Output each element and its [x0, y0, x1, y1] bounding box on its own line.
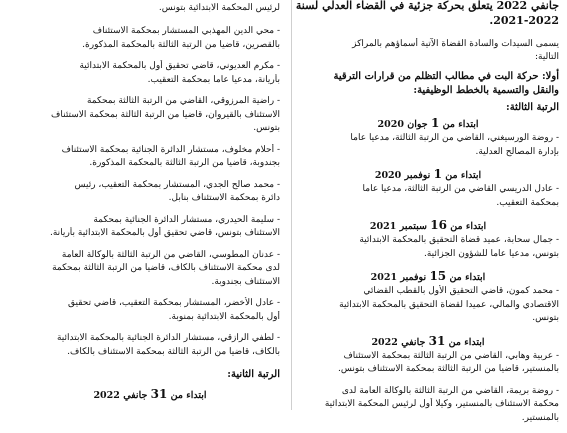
- appointment-entry: [20, 25, 280, 52]
- decree-title-line-1: جانفي 2022 يتعلق بحركة جزئية في القضاء العدلي لسنة: [295, 0, 559, 12]
- entry-line: - محي الدين المهذبي المستشار بمحكمة الاستئناف: [92, 26, 280, 36]
- date-rest: نوفمبر 2021: [370, 272, 427, 283]
- date-day: 16: [430, 218, 447, 232]
- column-divider: [291, 0, 292, 410]
- appointment-entry: [297, 285, 559, 326]
- entry-line: - روضة الورسيغني، القاضي من الرتبة الثالثة، مدعيا عاما: [350, 133, 559, 143]
- entry-line: الاستئناف بالقيروان، قاضيا من الرتبة الثالثة بمحكمة الاستئناف: [51, 109, 280, 120]
- date-prefix: ابتداء من: [448, 336, 485, 348]
- date-day: 31: [150, 387, 168, 401]
- entry-line: - سليمة الحيدري، مستشار الدائرة الجنائية بمحكمة: [93, 214, 280, 225]
- appointment-entry: [20, 214, 280, 241]
- appointment-entry: [20, 95, 280, 136]
- continued-line: لرئيس المحكمة الابتدائية بتونس.: [158, 3, 280, 13]
- date-rest: جانفي 2022: [93, 390, 148, 401]
- entry-line: - جمال سحابة، عميد قضاة التحقيق بالمحكمة الابتدائية: [359, 235, 559, 245]
- entry-line: - عربية وهابي، القاضي من الرتبة الثالثة بمحكمة الاستئناف: [343, 350, 559, 361]
- effective-date-3: [297, 218, 559, 234]
- date-day: 1: [433, 167, 442, 181]
- appointment-entry: [297, 234, 559, 261]
- entry-line: - عادل الدريسي القاضي من الرتبة الثالثة، مدعيا عاما: [362, 184, 559, 194]
- date-day: 15: [429, 269, 447, 283]
- appointment-entry: [297, 385, 559, 426]
- entry-line: بأريانة، مدعيا عاما بمحكمة التعقيب.: [147, 74, 280, 85]
- effective-date-4: [297, 269, 559, 285]
- appointment-entry: [20, 249, 280, 290]
- effective-date-last: [20, 387, 280, 403]
- entry-line: دائرة بمحكمة الاستئناف بنابل.: [168, 193, 280, 203]
- appointment-entry: [20, 297, 280, 324]
- entry-line: بتونس.: [532, 313, 559, 323]
- entry-line: بتونس.: [253, 123, 280, 133]
- date-rest: جوان 2020: [377, 119, 428, 130]
- date-prefix: ابتداء من: [450, 221, 487, 232]
- entry-line: بالمنستير.: [521, 412, 559, 423]
- date-day: 31: [428, 333, 446, 348]
- entry-line: أول بالمحكمة الابتدائية بمنوبة.: [168, 311, 280, 322]
- section-heading-line-1: أولا: حركة البت في مطالب التظلم من قرارات الترقية: [333, 71, 559, 82]
- entry-line: - مكرم العديوني، قاضي تحقيق أول بالمحكمة الابتدائية: [79, 61, 280, 71]
- entry-line: بالمنستير، قاضيا من الرتبة الثالثة بمحكمة الاستئناف بتونس.: [338, 364, 559, 374]
- entry-line: الاقتصادي والمالي، عميدا لقضاة التحقيق بالمحكمة الابتدائية: [339, 299, 559, 310]
- entry-line: - لطفي الرازقي، مستشار الدائرة الجنائية بالمحكمة الابتدائية: [56, 333, 280, 343]
- entry-line: محكمة الاستئناف بالمنستير، وكيلا أول لرئيس المحكمة الابتدائية: [324, 399, 559, 409]
- section-heading-line-2: والنقل والتسمية بالخطط الوظيفية:: [413, 85, 559, 96]
- date-rest: نوفمبر 2020: [374, 170, 431, 181]
- effective-date-5: [297, 334, 559, 350]
- intro-line-1: يسمى السيدات والسادة القضاة الآتية أسماؤهم بالمراكز: [352, 39, 559, 49]
- entry-line: لدى محكمة الاستئناف بالكاف، قاضيا من الرتبة الثالثة بمحكمة: [52, 263, 280, 273]
- grade-label-third: الرتبة الثالثة:: [506, 102, 559, 113]
- entry-line: بالقصرين، قاضيا من الرتبة الثالثة بالمحكمة المذكورة.: [82, 39, 280, 50]
- entry-line: - محمد كمون، قاضي التحقيق الأول بالقطب القضائي: [363, 286, 559, 296]
- entry-line: بتونس، مدعيا عاما للشؤون الجزائية.: [423, 248, 559, 259]
- entry-line: الاستئناف بجندوبة.: [211, 276, 280, 287]
- appointment-entry: [20, 179, 280, 206]
- date-prefix: ابتداء من: [170, 390, 207, 401]
- right-column: [297, 0, 559, 433]
- intro-line-2: التالية:: [534, 52, 559, 62]
- entry-line: - راضية المرزوقي، القاضي من الرتبة الثالثة بمحكمة: [86, 96, 280, 106]
- entry-line: بإدارة المصالح العدلية.: [475, 146, 559, 157]
- entry-line: - محمد صالح الجدي، المستشار بمحكمة التعقيب، رئيس: [74, 179, 280, 190]
- effective-date-2: [297, 167, 559, 183]
- entry-line: - روضة بريمة، القاضي من الرتبة الثالثة بالوكالة العامة لدى: [341, 385, 559, 396]
- entry-line: الاستئناف بتونس، قاضي تحقيق أول بالمحكمة الابتدائية بأريانة.: [50, 228, 280, 238]
- date-prefix: ابتداء من: [449, 272, 486, 283]
- appointment-entry: [297, 183, 559, 210]
- entry-line: بجندوبة، قاضيا من الرتبة الثالثة بالمحكمة المذكورة.: [89, 158, 280, 168]
- appointment-entry: [20, 60, 280, 87]
- date-prefix: ابتداء من: [442, 119, 479, 130]
- entry-line: - أحلام مخلوف، مستشار الدائرة الجنائية بمحكمة الاستئناف: [61, 144, 280, 155]
- entry-line: بمحكمة التعقيب.: [496, 197, 559, 208]
- date-rest: سبتمبر 2021: [369, 221, 427, 232]
- entry-line: - عادل الأخضر، المستشار بمحكمة التعقيب، قاضي تحقيق: [67, 298, 280, 308]
- grade-label-second: الرتبة الثانية:: [227, 369, 280, 380]
- date-day: 1: [430, 116, 440, 130]
- appointment-entry: [297, 132, 559, 159]
- decree-title-line-2: 2021-2022.: [489, 14, 559, 27]
- entry-line: بالكاف، قاضيا من الرتبة الثالثة بمحكمة الاستئناف بالكاف.: [67, 346, 280, 357]
- appointment-entry: [20, 144, 280, 171]
- date-rest: جانفي 2022: [371, 336, 426, 348]
- effective-date-1: [297, 116, 559, 132]
- date-prefix: ابتداء من: [445, 170, 482, 181]
- left-column: [20, 0, 280, 403]
- entry-line: - عدنان المطوسي، القاضي من الرتبة الثالثة بالوكالة العامة: [61, 249, 280, 260]
- appointment-entry: [20, 332, 280, 359]
- appointment-entry: [297, 350, 559, 377]
